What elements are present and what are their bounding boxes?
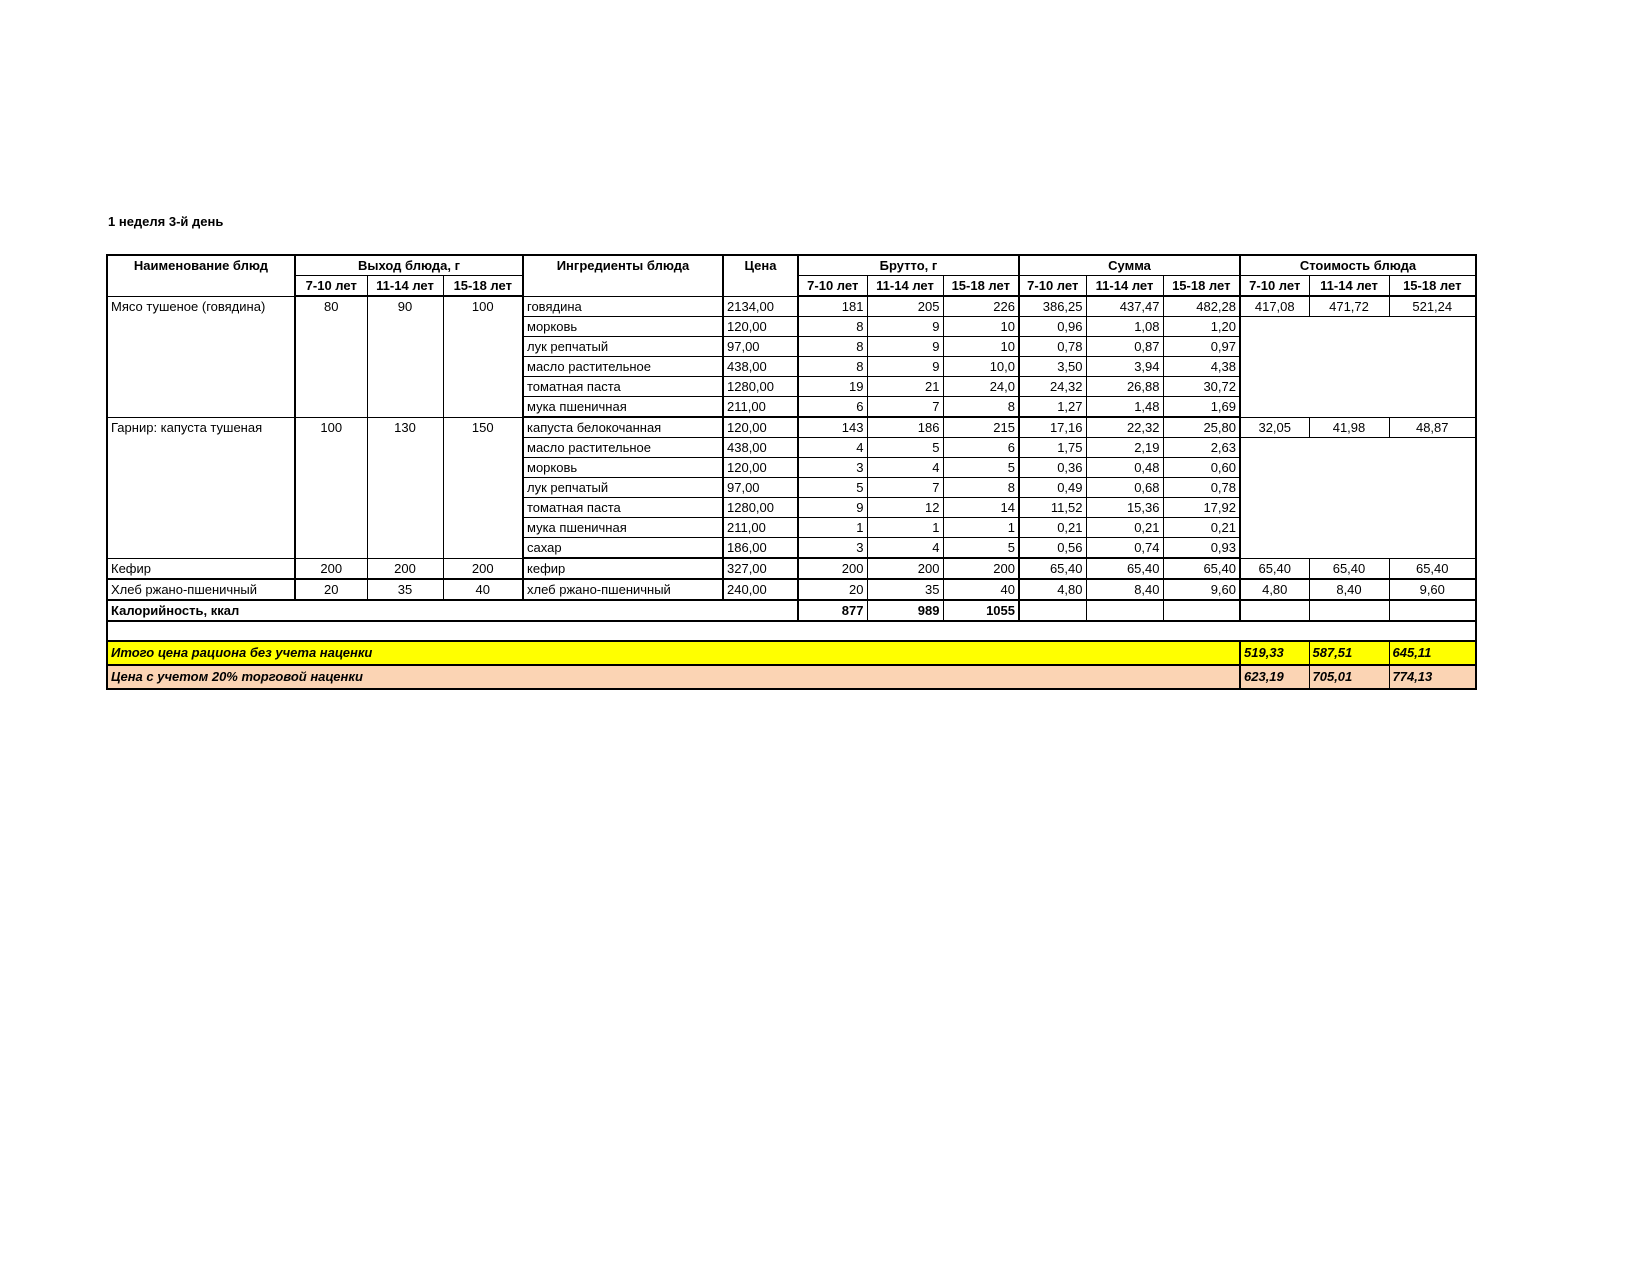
gross-value: 12 [867,498,943,518]
sum-value: 4,38 [1163,357,1240,377]
empty-cell [1309,600,1389,621]
yield-value: 150 [443,417,523,558]
gross-value: 5 [798,478,867,498]
markup-value: 774,13 [1389,665,1476,689]
sum-value: 4,80 [1019,579,1086,600]
cost-value: 521,24 [1389,296,1476,317]
sum-value: 0,74 [1086,538,1163,559]
sum-value: 1,48 [1086,397,1163,418]
ingredient-name: капуста белокочанная [523,417,723,438]
yield-value: 200 [367,558,443,579]
age-header: 15-18 лет [1163,276,1240,297]
yield-value: 35 [367,579,443,600]
table-row [107,558,1476,579]
sum-value: 17,16 [1019,417,1086,438]
ingredient-price: 211,00 [723,397,798,418]
sum-value: 0,78 [1019,337,1086,357]
menu-body [107,296,1476,689]
gross-value: 14 [943,498,1019,518]
gross-value: 8 [943,397,1019,418]
yield-value: 100 [295,417,367,558]
ingredient-price: 1280,00 [723,498,798,518]
sum-value: 437,47 [1086,296,1163,317]
page-title: 1 неделя 3-й день [108,214,224,229]
total-value: 645,11 [1389,641,1476,665]
sum-value: 65,40 [1086,558,1163,579]
markup-row [107,665,1476,689]
gross-value: 200 [943,558,1019,579]
gross-value: 10,0 [943,357,1019,377]
header-sum: Сумма [1019,255,1240,276]
age-header: 15-18 лет [1389,276,1476,297]
sum-value: 1,08 [1086,317,1163,337]
gross-value: 24,0 [943,377,1019,397]
ingredient-price: 240,00 [723,579,798,600]
calories-label: Калорийность, ккал [107,600,798,621]
age-header: 11-14 лет [867,276,943,297]
gross-value: 8 [798,317,867,337]
gross-value: 4 [867,458,943,478]
cost-value: 65,40 [1309,558,1389,579]
gross-value: 205 [867,296,943,317]
sum-value: 0,97 [1163,337,1240,357]
age-header: 7-10 лет [1019,276,1086,297]
gross-value: 8 [798,337,867,357]
markup-label: Цена с учетом 20% торговой наценки [107,665,1240,689]
sum-value: 0,68 [1086,478,1163,498]
ingredient-price: 2134,00 [723,296,798,317]
table-row [107,417,1476,438]
gross-value: 1 [798,518,867,538]
ingredient-name: лук репчатый [523,337,723,357]
yield-value: 80 [295,296,367,417]
age-header: 7-10 лет [295,276,367,297]
sum-value: 1,27 [1019,397,1086,418]
calories-row [107,600,1476,621]
table-row [107,296,1476,317]
yield-value: 40 [443,579,523,600]
menu-table [106,254,1477,690]
total-value: 587,51 [1309,641,1389,665]
gross-value: 6 [943,438,1019,458]
gross-value: 3 [798,458,867,478]
cost-value: 471,72 [1309,296,1389,317]
header-price: Цена [723,255,798,296]
ingredient-name: морковь [523,458,723,478]
ingredient-price: 1280,00 [723,377,798,397]
cost-empty-block [1240,317,1476,418]
gross-value: 5 [943,538,1019,559]
cost-value: 65,40 [1389,558,1476,579]
gross-value: 7 [867,478,943,498]
sum-value: 22,32 [1086,417,1163,438]
header-gross: Брутто, г [798,255,1019,276]
sum-value: 65,40 [1163,558,1240,579]
sum-value: 0,21 [1019,518,1086,538]
dish-name: Мясо тушеное (говядина) [107,296,295,417]
sum-value: 25,80 [1163,417,1240,438]
ingredient-name: мука пшеничная [523,518,723,538]
table-row [107,579,1476,600]
cost-value: 417,08 [1240,296,1309,317]
sum-value: 0,21 [1086,518,1163,538]
yield-value: 90 [367,296,443,417]
sum-value: 30,72 [1163,377,1240,397]
empty-cell [107,621,1476,641]
gross-value: 9 [867,357,943,377]
gross-value: 9 [798,498,867,518]
ingredient-price: 438,00 [723,438,798,458]
ingredient-price: 186,00 [723,538,798,559]
gross-value: 226 [943,296,1019,317]
ingredient-name: томатная паста [523,377,723,397]
ingredient-price: 97,00 [723,478,798,498]
sum-value: 0,87 [1086,337,1163,357]
ingredient-name: говядина [523,296,723,317]
empty-cell [1086,600,1163,621]
gross-value: 215 [943,417,1019,438]
sum-value: 2,19 [1086,438,1163,458]
gross-value: 181 [798,296,867,317]
ingredient-name: сахар [523,538,723,559]
cost-value: 4,80 [1240,579,1309,600]
age-header: 11-14 лет [1086,276,1163,297]
ingredient-name: масло растительное [523,357,723,377]
markup-value: 623,19 [1240,665,1309,689]
cost-value: 32,05 [1240,417,1309,438]
ingredient-name: хлеб ржано-пшеничный [523,579,723,600]
gross-value: 35 [867,579,943,600]
sum-value: 24,32 [1019,377,1086,397]
yield-value: 100 [443,296,523,417]
sum-value: 1,20 [1163,317,1240,337]
gross-value: 1 [943,518,1019,538]
sum-value: 0,96 [1019,317,1086,337]
gross-value: 20 [798,579,867,600]
blank-row [107,621,1476,641]
ingredient-price: 438,00 [723,357,798,377]
gross-value: 8 [943,478,1019,498]
gross-value: 21 [867,377,943,397]
calories-value: 989 [867,600,943,621]
ingredient-price: 211,00 [723,518,798,538]
calories-value: 877 [798,600,867,621]
age-header: 7-10 лет [1240,276,1309,297]
cost-value: 48,87 [1389,417,1476,438]
ingredient-name: томатная паста [523,498,723,518]
empty-cell [1389,600,1476,621]
gross-value: 143 [798,417,867,438]
age-header: 15-18 лет [443,276,523,297]
yield-value: 200 [443,558,523,579]
sum-value: 0,21 [1163,518,1240,538]
total-label: Итого цена рациона без учета наценки [107,641,1240,665]
dish-name: Хлеб ржано-пшеничный [107,579,295,600]
gross-value: 6 [798,397,867,418]
ingredient-price: 120,00 [723,458,798,478]
gross-value: 186 [867,417,943,438]
sum-value: 2,63 [1163,438,1240,458]
header-yield: Выход блюда, г [295,255,523,276]
cost-value: 41,98 [1309,417,1389,438]
ingredient-price: 97,00 [723,337,798,357]
gross-value: 5 [867,438,943,458]
sum-value: 3,94 [1086,357,1163,377]
ingredient-name: кефир [523,558,723,579]
yield-value: 130 [367,417,443,558]
ingredient-name: морковь [523,317,723,337]
sum-value: 8,40 [1086,579,1163,600]
gross-value: 200 [867,558,943,579]
total-row [107,641,1476,665]
sum-value: 0,56 [1019,538,1086,559]
sum-value: 1,75 [1019,438,1086,458]
sum-value: 0,48 [1086,458,1163,478]
header-cost: Стоимость блюда [1240,255,1476,276]
ingredient-price: 120,00 [723,317,798,337]
sum-value: 0,93 [1163,538,1240,559]
gross-value: 200 [798,558,867,579]
gross-value: 7 [867,397,943,418]
cost-value: 8,40 [1309,579,1389,600]
sum-value: 65,40 [1019,558,1086,579]
cost-value: 9,60 [1389,579,1476,600]
empty-cell [1019,600,1086,621]
age-header: 11-14 лет [1309,276,1389,297]
age-header: 15-18 лет [943,276,1019,297]
dish-name: Гарнир: капуста тушеная [107,417,295,558]
sum-value: 17,92 [1163,498,1240,518]
markup-value: 705,01 [1309,665,1389,689]
sum-value: 11,52 [1019,498,1086,518]
gross-value: 4 [798,438,867,458]
cost-value: 65,40 [1240,558,1309,579]
total-value: 519,33 [1240,641,1309,665]
sum-value: 26,88 [1086,377,1163,397]
ingredient-name: лук репчатый [523,478,723,498]
sum-value: 0,78 [1163,478,1240,498]
gross-value: 10 [943,337,1019,357]
ingredient-name: масло растительное [523,438,723,458]
sum-value: 0,49 [1019,478,1086,498]
gross-value: 4 [867,538,943,559]
ingredient-price: 327,00 [723,558,798,579]
gross-value: 9 [867,337,943,357]
age-header: 7-10 лет [798,276,867,297]
gross-value: 5 [943,458,1019,478]
gross-value: 9 [867,317,943,337]
gross-value: 10 [943,317,1019,337]
gross-value: 3 [798,538,867,559]
gross-value: 40 [943,579,1019,600]
sum-value: 15,36 [1086,498,1163,518]
empty-cell [1240,600,1309,621]
sum-value: 3,50 [1019,357,1086,377]
gross-value: 8 [798,357,867,377]
header-ingredients: Ингредиенты блюда [523,255,723,296]
age-header: 11-14 лет [367,276,443,297]
sum-value: 0,36 [1019,458,1086,478]
sum-value: 0,60 [1163,458,1240,478]
calories-value: 1055 [943,600,1019,621]
sum-value: 482,28 [1163,296,1240,317]
cost-empty-block [1240,438,1476,559]
yield-value: 200 [295,558,367,579]
empty-cell [1163,600,1240,621]
header-dish: Наименование блюд [107,255,295,296]
sum-value: 386,25 [1019,296,1086,317]
dish-name: Кефир [107,558,295,579]
yield-value: 20 [295,579,367,600]
gross-value: 1 [867,518,943,538]
sum-value: 9,60 [1163,579,1240,600]
ingredient-name: мука пшеничная [523,397,723,418]
sum-value: 1,69 [1163,397,1240,418]
ingredient-price: 120,00 [723,417,798,438]
gross-value: 19 [798,377,867,397]
